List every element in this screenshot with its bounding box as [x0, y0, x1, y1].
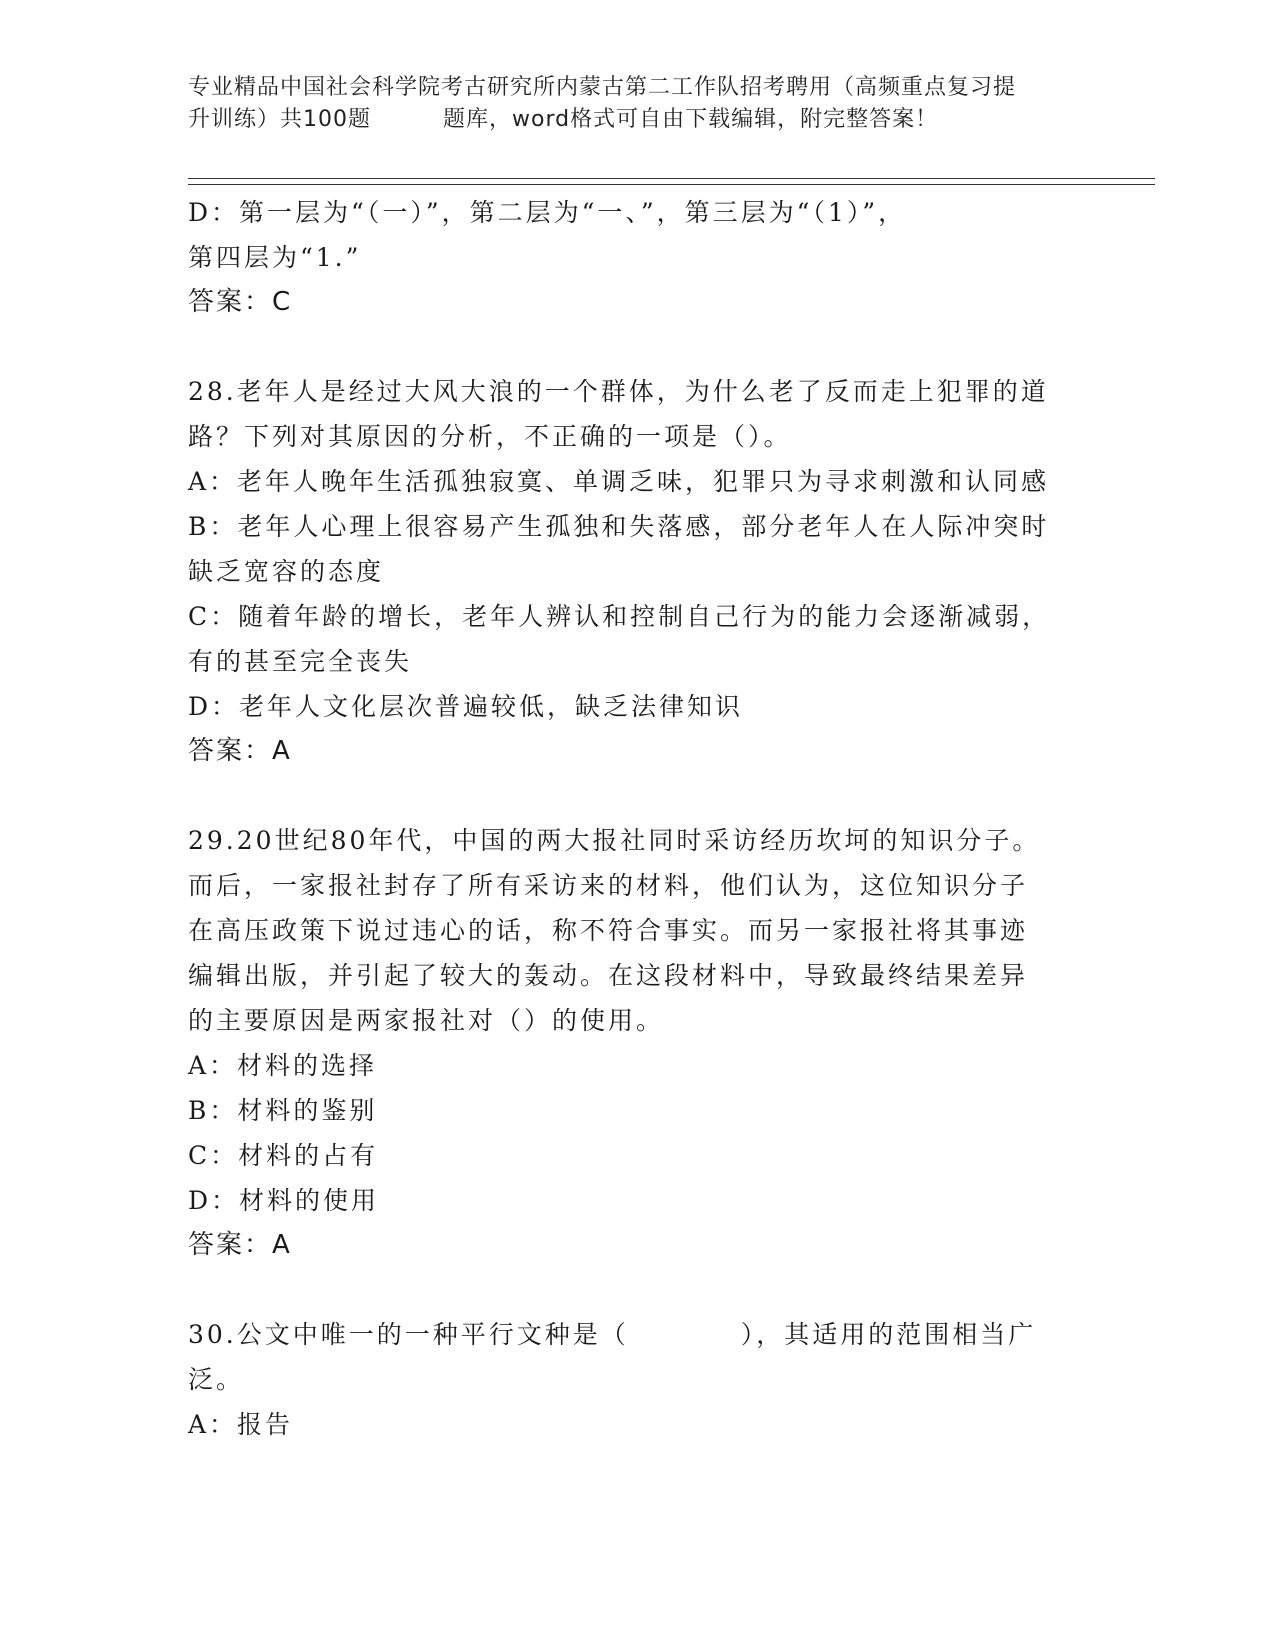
option-c-continued: 有的甚至完全丧失: [188, 647, 413, 676]
option-d: D：材料的使用: [188, 1186, 380, 1215]
question-stem: 29.20世纪80年代，中国的两大报社同时采访经历坎坷的知识分子。: [188, 826, 1041, 855]
option-a: A：材料的选择: [188, 1051, 378, 1080]
page-header: [188, 72, 1088, 136]
answer-line: 答案：C: [188, 287, 293, 317]
document-body: [188, 190, 1088, 1447]
question-stem-continued: 编辑出版，并引起了较大的轰动。在这段材料中，导致最终结果差异: [188, 961, 1029, 990]
question-28: [188, 369, 1088, 774]
question-spacer: [188, 325, 1088, 369]
question-stem: 30.公文中唯一的一种平行文种是（ ），其适用的范围相当广: [188, 1320, 1037, 1349]
option-b-continued: 缺乏宽容的态度: [188, 557, 385, 586]
option-a: A：报告: [188, 1410, 294, 1439]
option-d-continued: 第四层为“1.”: [188, 243, 362, 272]
option-c: C：随着年龄的增长，老年人辨认和控制自己行为的能力会逐渐减弱，: [188, 602, 1051, 631]
question-stem-continued: 的主要原因是两家报社对（）的使用。: [188, 1006, 665, 1035]
header-rule-bottom: [188, 184, 1155, 185]
header-line-2-part-a: 升训练）共100题: [188, 107, 371, 132]
question-29: [188, 818, 1088, 1268]
question-stem: 28.老年人是经过大风大浪的一个群体，为什么老了反而走上犯罪的道: [188, 377, 1049, 406]
header-line-1: 专业精品中国社会科学院考古研究所内蒙古第二工作队招考聘用（高频重点复习提: [188, 75, 1017, 100]
question-stem-continued: 路？下列对其原因的分析，不正确的一项是（）。: [188, 422, 792, 451]
question-30: [188, 1312, 1088, 1447]
option-c: C：材料的占有: [188, 1141, 379, 1170]
header-line-2-part-b: 题库，word格式可自由下载编辑，附完整答案！: [443, 107, 939, 132]
header-line-2: [188, 104, 1088, 136]
option-d: D：第一层为“（一）”，第二层为“一、”，第三层为“（1）”，: [188, 198, 907, 227]
question-stem-continued: 泛。: [188, 1365, 245, 1394]
option-b: B：材料的鉴别: [188, 1096, 378, 1125]
answer-line: 答案：A: [188, 736, 292, 766]
header-rule-top: [188, 178, 1155, 179]
question-stem-continued: 而后，一家报社封存了所有采访来的材料，他们认为，这位知识分子: [188, 871, 1029, 900]
option-b: B：老年人心理上很容易产生孤独和失落感，部分老年人在人际冲突时: [188, 512, 1050, 541]
answer-line: 答案：A: [188, 1230, 292, 1260]
question-stem-continued: 在高压政策下说过违心的话，称不符合事实。而另一家报社将其事迹: [188, 916, 1029, 945]
question-27-tail: [188, 190, 1088, 325]
option-d: D：老年人文化层次普遍较低，缺乏法律知识: [188, 692, 744, 721]
option-a: A：老年人晚年生活孤独寂寞、单调乏味，犯罪只为寻求刺激和认同感: [188, 467, 1050, 496]
question-spacer: [188, 1268, 1088, 1312]
question-spacer: [188, 774, 1088, 818]
